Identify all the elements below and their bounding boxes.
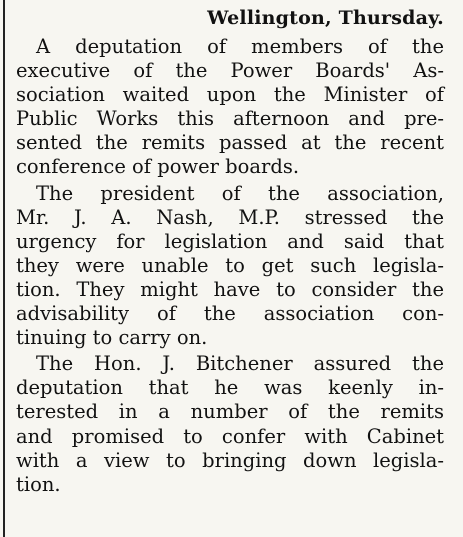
text-line: advisability of the association con- bbox=[16, 302, 444, 326]
text-line: terested in a number of the remits bbox=[16, 400, 444, 424]
column-rule bbox=[3, 0, 5, 537]
news-clipping bbox=[16, 6, 444, 499]
text-line: sented the remits passed at the recent bbox=[16, 131, 444, 155]
text-line: The Hon. J. Bitchener assured the bbox=[36, 352, 444, 376]
text-line: urgency for legislation and said that bbox=[16, 229, 444, 253]
text-line: tion. bbox=[16, 472, 61, 496]
text-line: Public Works this afternoon and pre- bbox=[16, 107, 444, 131]
text-line: with a view to bringing down legisla- bbox=[16, 448, 444, 472]
text-line: sociation waited upon the Minister of bbox=[16, 83, 444, 107]
text-line: tion. They might have to consider the bbox=[16, 277, 444, 301]
text-line: they were unable to get such legisla- bbox=[16, 253, 444, 277]
dateline: Wellington, Thursday. bbox=[207, 7, 444, 29]
text-line: executive of the Power Boards' As- bbox=[16, 59, 444, 83]
text-line: conference of power boards. bbox=[16, 155, 300, 179]
paragraph-2 bbox=[16, 182, 444, 351]
text-line: The president of the association, bbox=[36, 181, 444, 205]
paragraph-1 bbox=[16, 35, 444, 180]
text-line: tinuing to carry on. bbox=[16, 326, 208, 350]
text-line: and promised to confer with Cabinet bbox=[16, 424, 444, 448]
text-line: Mr. J. A. Nash, M.P. stressed the bbox=[16, 205, 444, 229]
text-line: A deputation of members of the bbox=[36, 35, 444, 58]
paragraph-3 bbox=[16, 352, 444, 497]
text-line: deputation that he was keenly in- bbox=[16, 376, 444, 400]
